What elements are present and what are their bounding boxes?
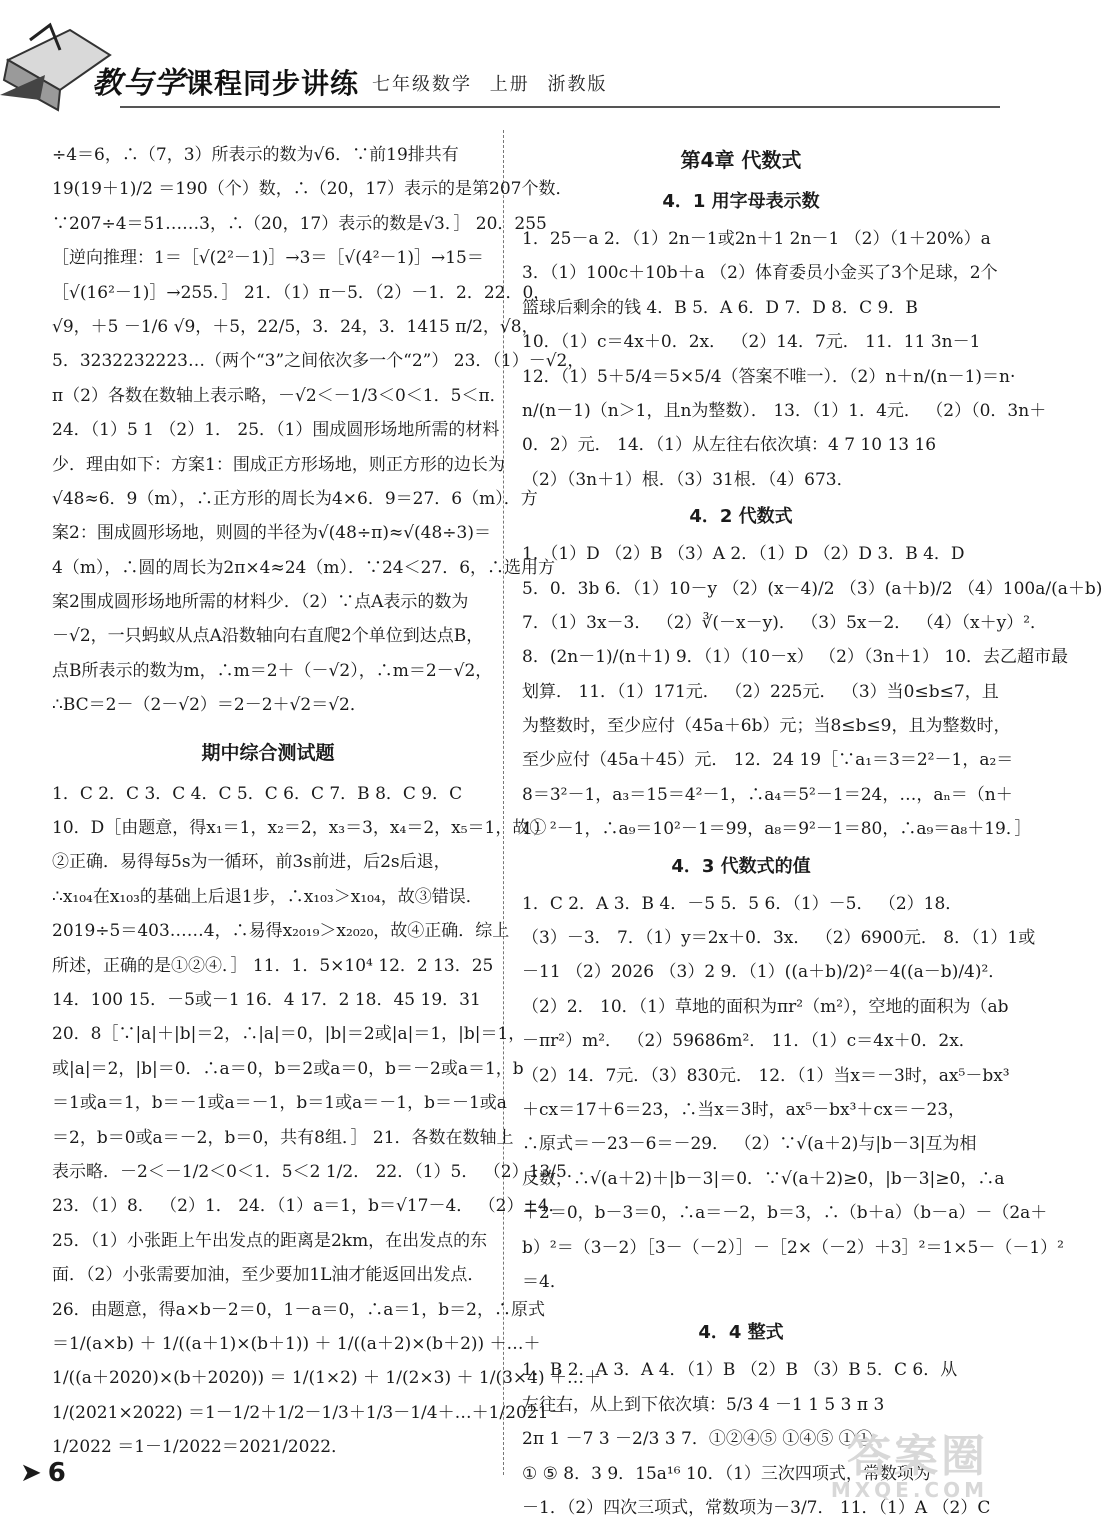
answer-line: 0．2）元． 14．（1）从左往右依次填：4 7 10 13 16	[522, 435, 937, 456]
answer-line: 1/(2021×2022) ＝1－1/2＋1/2－1/3＋1/3－1/4＋…＋1/2021－	[52, 1402, 566, 1423]
answer-line: （2）（3n＋1）根．（3）31根．（4）673．	[522, 469, 854, 490]
spacer	[522, 1299, 960, 1313]
answer-line: ②正确．易得每5s为一循环，前3s前进，后2s后退，	[52, 852, 451, 873]
answer-line: 8．(2n－1)/(n＋1) 9．（1）（10－x） （2）（3n＋1） 10．去乙超市最	[522, 647, 1069, 668]
answer-line: （3）－3． 7．（1）y＝2x＋0．3x． （2）6900元． 8．（1）1或	[522, 928, 1036, 949]
answer-line: 或|a|＝2，|b|＝0．∴a＝0，b＝2或a＝0，b＝－2或a＝1，b	[52, 1058, 524, 1079]
section-4-2-title: 4．2 代数式	[689, 506, 793, 528]
answer-line: 划算． 11．（1）171元． （2）225元． （3）当0≤b≤7，且	[522, 681, 999, 702]
brand-char-3: 学	[154, 66, 185, 101]
answer-line: 10．（1）c＝4x＋0．2x． （2）14．7元． 11．11 3n－1	[522, 332, 981, 353]
answer-line: ＋cx＝17＋6＝23，∴当x＝3时，ax⁵－bx³＋cx＝－23，	[522, 1099, 966, 1120]
answer-line: 4（m），∴圆的周长为2π×4≈24（m）．∵24＜27．6，∴选用方	[52, 557, 556, 578]
answer-line: 点B所表示的数为m，∴m＝2＋（－√2），∴m＝2－√2，	[52, 660, 493, 681]
answer-line: 25．（1）小张距上午出发点的距离是2km，在出发点的东	[52, 1230, 488, 1251]
left-answers-part-a	[52, 138, 585, 723]
answer-line: （2）14．7元．（3）830元． 12．（1）当x＝－3时，ax⁵－bx³	[522, 1065, 1010, 1086]
section-4-1-answers	[522, 222, 1047, 497]
answer-line: －1．（2）四次三项式，常数项为－3/7． 11．（1）A （2）C	[522, 1497, 991, 1518]
answer-line: 2019÷5＝403……4，∴易得x₂₀₁₉＞x₂₀₂₀，故④正确．综上	[52, 921, 510, 942]
answer-line: －πr²）m²． （2）59686m²． 11．（1）c＝4x＋0．2x．	[522, 1031, 976, 1052]
answer-line: 24．（1）5 1 （2）1． 25．（1）围成圆形场地所需的材料	[52, 420, 500, 441]
chapter-title: 第4章 代数式	[680, 148, 802, 172]
watermark	[831, 1420, 988, 1502]
answer-line: n/(n－1)（n＞1，且n为整数）． 13．（1）1．4元． （2）（0．3n＋	[522, 400, 1047, 421]
answer-line: 1）²－1，∴a₉＝10²－1＝99，a₈＝9²－1＝80，∴a₉＝a₈＋19．］	[522, 819, 1032, 840]
answer-line: 1．25－a 2．（1）2n－1或2n＋1 2n－1 （2）（1＋20%）a	[522, 229, 991, 249]
answer-line: 案2围成圆形场地所需的材料少．（2）∵点A表示的数为	[52, 592, 469, 613]
answer-line: 表示略．－2＜－1/2＜0＜1．5＜2 1/2． 22．（1）5． （2）13/5．	[52, 1161, 584, 1182]
answer-line: －√2，一只蚂蚁从点A沿数轴向右直爬2个单位到达点B，	[52, 626, 484, 647]
answer-line: －11 （2）2026 （3）2 9．（1）((a＋b)/2)²－4((a－b)/4)²．	[522, 962, 1006, 983]
section-4-3-answers	[522, 887, 1064, 1300]
answer-line: ＝4．	[522, 1271, 567, 1292]
answer-line: 3．（1）100c＋10b＋a （2）体育委员小金买了3个足球，2个	[522, 263, 998, 284]
midterm-title: 期中综合测试题	[201, 741, 335, 764]
answer-line: 26．由题意，得a×b－2＝0，1－a＝0，∴a＝1，b＝2，∴原式	[52, 1299, 545, 1320]
answer-line: ÷4＝6，∴（7，3）所表示的数为√6．∵前19排共有	[52, 145, 459, 165]
answer-line: 1/((a＋2020)×(b＋2020)) ＝ 1/(1×2) ＋ 1/(2×3) ＋ 1/(3×4) ＋…＋	[52, 1368, 602, 1389]
midterm-answers	[52, 777, 602, 1465]
answer-line: 20．8［∵|a|＋|b|＝2，∴|a|＝0，|b|＝2或|a|＝1，|b|＝1，	[52, 1024, 526, 1045]
section-4-1-title: 4．1 用字母表示数	[662, 191, 820, 212]
answer-line: √48≈6．9（m），∴正方形的周长为4×6．9＝27．6（m）．方	[52, 488, 538, 509]
answer-line: 7．（1）3x－3． （2）∛(－x－y)． （3）5x－2． （4）（x＋y）²．	[522, 612, 1048, 633]
answer-line: 1．（1）D （2）B （3）A 2．（1）D （2）D 3．B 4．D	[522, 544, 965, 565]
answer-line: ＝1/(a×b) ＋ 1/((a＋1)×(b＋1)) ＋ 1/((a＋2)×(b＋2)) ＋…＋	[52, 1333, 541, 1354]
answer-line: 案2：围成圆形场地，则圆的半径为√(48÷π)≈√(48÷3)＝	[52, 523, 491, 544]
section-4-4-title: 4．4 整式	[698, 1322, 784, 1344]
header-rule	[120, 106, 1000, 108]
right-column	[522, 138, 1102, 1525]
answer-line: ∵207÷4＝51……3，∴（20，17）表示的数是√3．］ 20．255	[52, 213, 547, 234]
answer-line: 19(19＋1)/2 ＝190（个）数，∴（20，17）表示的是第207个数．	[52, 179, 573, 200]
answer-line: ① ⑤ 8．3 9．15a¹⁶ 10．（1）三次四项式，常数项为	[522, 1463, 931, 1484]
answer-line: 为整数时，至少应付（45a＋6b）元；当8≤b≤9，且为整数时，	[522, 716, 1011, 737]
brand-rest: 课程同步讲练	[185, 67, 360, 100]
answer-line: 5．3232232223…（两个“3”之间依次多一个“2”） 23．（1）－√2，	[52, 351, 585, 372]
page-footer	[20, 1458, 66, 1488]
watermark-text: 答案圈	[847, 1431, 988, 1482]
answer-line: 反数，∴√(a＋2)＋|b－3|＝0．∵√(a＋2)≥0，|b－3|≥0，∴a	[522, 1168, 1005, 1189]
answer-line: 至少应付（45a＋45）元． 12．24 19［∵a₁＝3＝2²－1，a₂＝	[522, 750, 1014, 771]
answer-line: 1．C 2．C 3．C 4．C 5．C 6．C 7．B 8．C 9．C	[52, 783, 463, 804]
book-subtitle: 七年级数学 上册 浙教版	[372, 74, 608, 95]
answer-line: √9，＋5 －1/6 √9，＋5，22/5，3．24，3．1415 π/2，√8，	[52, 316, 539, 337]
left-column	[52, 138, 602, 1464]
section-4-2-answers	[522, 537, 1102, 847]
answer-line: ＋2＝0，b－3＝0，∴a＝－2，b＝3，∴（b＋a）（b－a）－（2a＋	[522, 1203, 1048, 1224]
page-number: 6	[47, 1458, 66, 1488]
answer-line: 所述，正确的是①②④．］ 11．1．5×10⁴ 12．2 13．25	[52, 955, 494, 976]
answer-line: ［逆向推理：1＝［√(2²－1)］→3＝［√(4²－1)］→15＝	[52, 248, 484, 269]
answer-line: 1/2022 ＝1－1/2022＝2021/2022．	[52, 1437, 349, 1458]
brand-char-1: 教	[92, 66, 123, 101]
answer-line: 面．（2）小张需要加油，至少要加1L油才能返回出发点．	[52, 1265, 485, 1286]
answer-line: 14．100 15．－5或－1 16．4 17．2 18．45 19．31	[52, 989, 481, 1010]
answer-line: （2）2． 10．（1）草地的面积为πr²（m²），空地的面积为（ab	[522, 996, 1009, 1017]
answer-line: ＝2，b＝0或a＝－2，b＝0，共有8组．］ 21．各数在数轴上	[52, 1127, 514, 1148]
answer-line: 12．（1）5＋5/4＝5×5/4（答案不唯一）．（2）n＋n/(n－1)＝n·	[522, 366, 1016, 387]
answer-line: 10．D［由题意，得x₁＝1，x₂＝2，x₃＝3，x₄＝2，x₅＝1，故①	[52, 818, 547, 839]
answer-line: π（2）各数在数轴上表示略，－√2＜－1/3＜0＜1．5＜π．	[52, 385, 507, 406]
answer-line: 23．（1）8． （2）1． 24．（1）a＝1，b＝√17－4． （2）±4．	[52, 1196, 566, 1217]
brand-title	[92, 58, 359, 102]
answer-line: ［√(16²－1)］→255．］ 21．（1）π－5．（2）－1．2．22．0，	[52, 282, 551, 303]
brand-char-2: 与	[123, 66, 154, 101]
answer-line: 5．0．3b 6．（1）10－y （2）(x－4)/2 （3）(a＋b)/2 （4）100a/(a＋b)	[522, 578, 1102, 599]
answer-line: ∴x₁₀₄在x₁₀₃的基础上后退1步，∴x₁₀₃＞x₁₀₄，故③错误．	[52, 886, 483, 907]
arrow-icon: ➤	[20, 1458, 42, 1488]
answer-line: 左往右，从上到下依次填：5/3 4 －1 1 5 3 π 3	[522, 1394, 885, 1415]
page-header	[0, 0, 1000, 118]
answer-line: ∴BC＝2－（2－√2）＝2－2＋√2＝√2．	[52, 695, 367, 716]
answer-line: 1．C 2．A 3．B 4．－5 5．5 6．（1）－5． （2）18．	[522, 893, 963, 914]
answer-line: 少．理由如下：方案1：围成正方形场地，则正方形的边长为	[52, 454, 505, 475]
answer-line: 篮球后剩余的钱 4．B 5．A 6．D 7．D 8．C 9．B	[522, 297, 918, 318]
answer-line: ＝1或a＝1，b＝－1或a＝－1，b＝1或a＝－1，b＝－1或a	[52, 1093, 507, 1114]
answer-line: b）²＝（3－2）［3－（－2）］－［2×（－2）＋3］²＝1×5－（－1）²	[522, 1237, 1064, 1258]
answer-line: 8＝3²－1，a₃＝15＝4²－1，∴a₄＝5²－1＝24，…，aₙ＝（n＋	[522, 784, 1013, 805]
watermark-url: MXQE.COM	[830, 1478, 988, 1502]
section-4-3-title: 4．3 代数式的值	[671, 855, 811, 877]
answer-line: ∴原式＝－23－6＝－29． （2）∵√(a＋2)与|b－3|互为相	[522, 1134, 977, 1155]
answer-line: 2π 1 －7 3 －2/3 3 7．①②④⑤ ①④⑤ ①①	[522, 1429, 873, 1450]
answer-line: 1．B 2．A 3．A 4．（1）B （2）B （3）B 5．C 6．从	[522, 1360, 958, 1381]
